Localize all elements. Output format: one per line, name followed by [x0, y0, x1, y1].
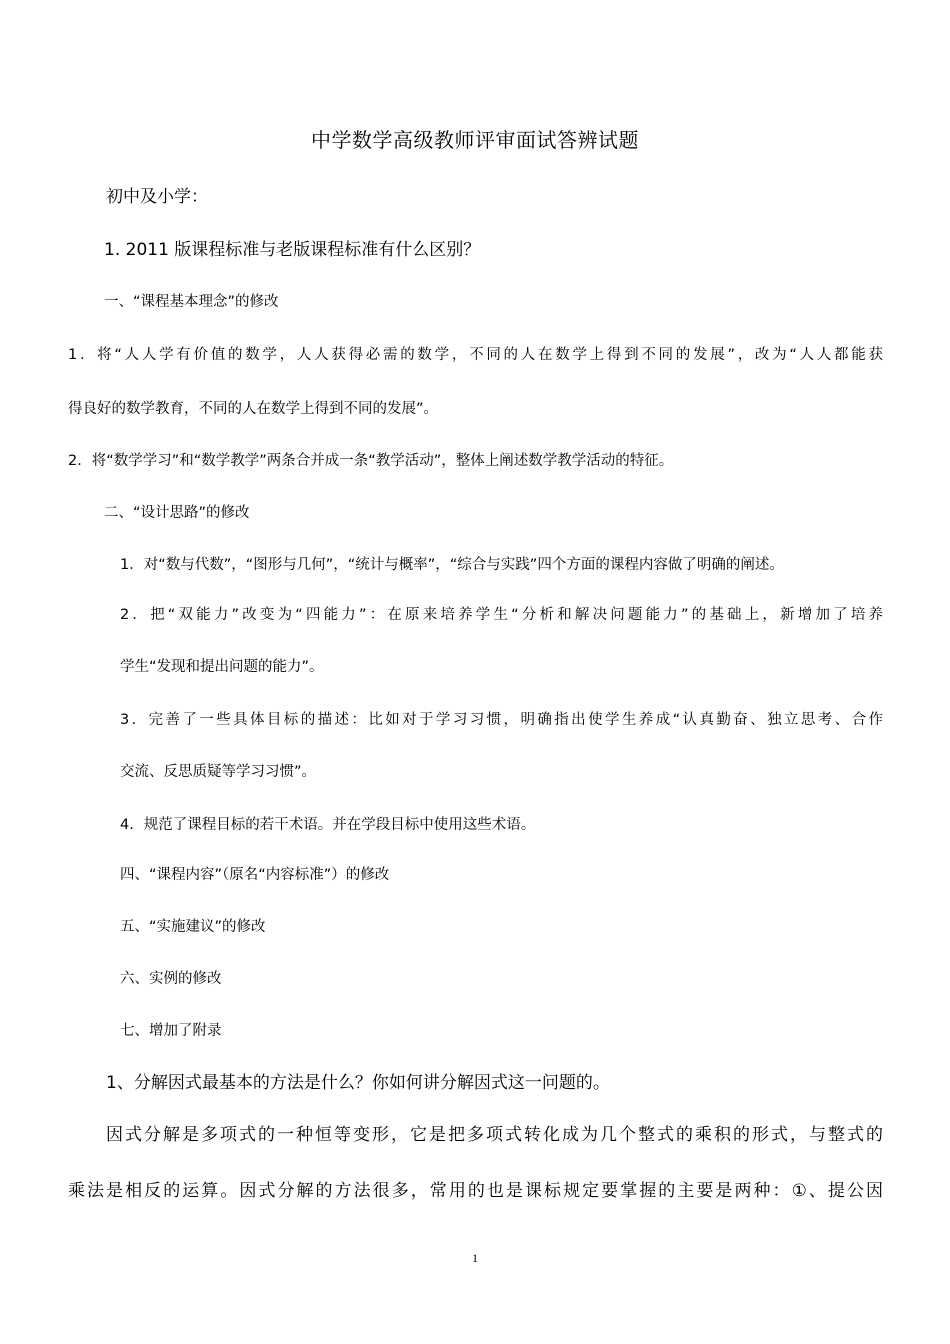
section-1-paragraph-2: 2．将“数学学习”和“数学教学”两条合并成一条“教学活动”，整体上阐述数学教学活动的特征。 — [68, 453, 674, 469]
section-2-item-4: 4．规范了课程目标的若干术语。并在学段目标中使用这些术语。 — [120, 817, 536, 833]
section-2-item-3-line-1: 3．完善了一些具体目标的描述：比如对于学习习惯，明确指出使学生养成“认真勤奋、独立思考、合作 — [120, 712, 883, 728]
page-number: 1 — [472, 1251, 478, 1265]
section-4-heading: 四、“课程内容”（原名“内容标准”）的修改 — [120, 867, 390, 883]
section-1-paragraph-1-line-2: 得良好的数学教育，不同的人在数学上得到不同的发展”。 — [68, 401, 439, 417]
section-2-item-2-line-2: 学生“发现和提出问题的能力”。 — [120, 659, 324, 675]
subtitle: 初中及小学： — [106, 187, 208, 207]
section-2-item-2-line-1: 2．把“双能力”改变为“四能力”：在原来培养学生“分析和解决问题能力”的基础上，新增加了培养 — [120, 607, 883, 623]
section-7-heading: 七、增加了附录 — [120, 1023, 222, 1039]
section-2-heading: 二、“设计思路”的修改 — [104, 505, 250, 521]
answer-line-1: 因式分解是多项式的一种恒等变形，它是把多项式转化成为几个整式的乘积的形式，与整式的 — [106, 1125, 883, 1145]
section-2-item-1: 1．对“数与代数”，“图形与几何”，“统计与概率”，“综合与实践”四个方面的课程内容做了明确的阐述。 — [120, 557, 784, 573]
answer-line-2: 乘法是相反的运算。因式分解的方法很多，常用的也是课标规定要掌握的主要是两种：①、提公因 — [68, 1181, 883, 1201]
question-1: 1. 2011 版课程标准与老版课程标准有什么区别？ — [104, 240, 481, 260]
section-1-paragraph-1-line-1: 1．将“人人学有价值的数学，人人获得必需的数学，不同的人在数学上得到不同的发展”，改为“人人都能获 — [68, 347, 883, 363]
section-6-heading: 六、实例的修改 — [120, 971, 222, 987]
section-2-item-3-line-2: 交流、反思质疑等学习习惯”。 — [120, 764, 317, 780]
question-2: 1、分解因式最基本的方法是什么？你如何讲分解因式这一问题的。 — [106, 1073, 610, 1093]
section-5-heading: 五、“实施建议”的修改 — [120, 919, 266, 935]
section-1-heading: 一、“课程基本理念”的修改 — [104, 294, 279, 310]
document-title: 中学数学高级教师评审面试答辨试题 — [311, 128, 639, 152]
